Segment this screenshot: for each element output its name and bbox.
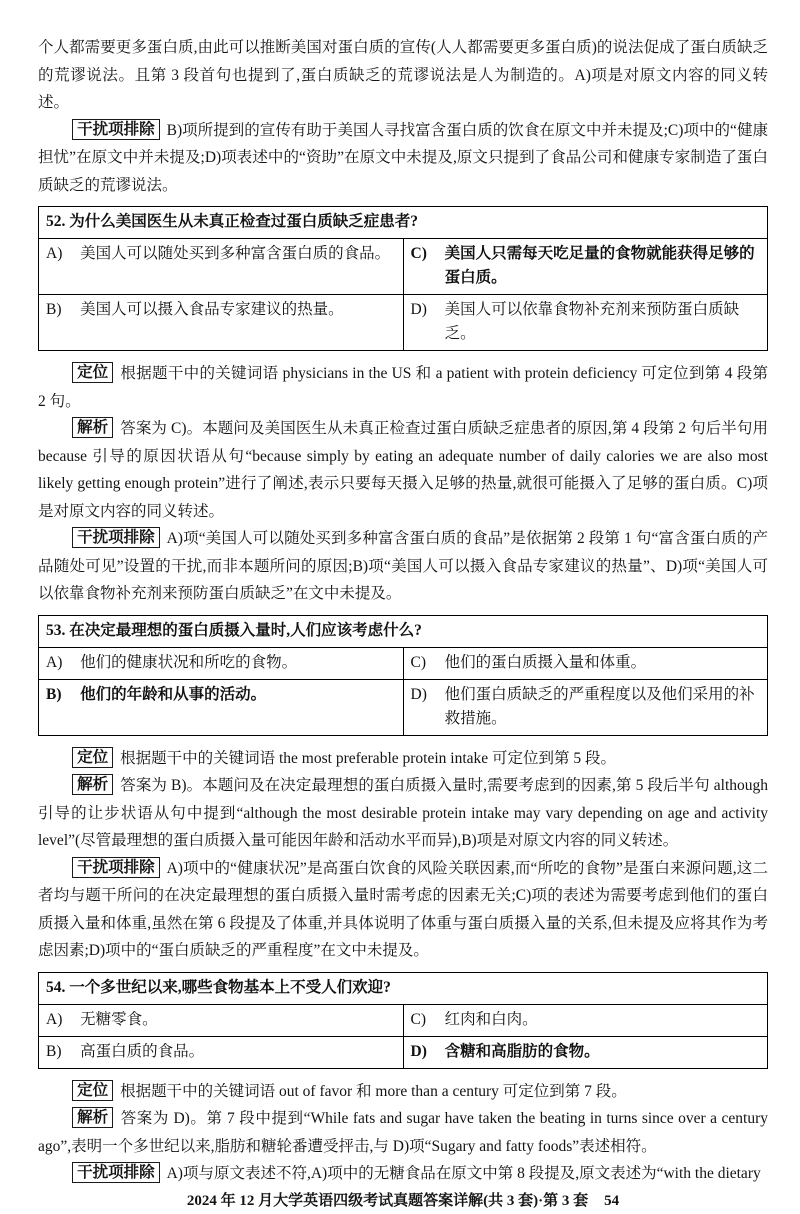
continued-analysis-paragraph [38, 34, 768, 117]
distractor-elimination-label: 干扰项排除 [72, 857, 160, 878]
q54-locate-text: 根据题干中的关键词语 out of favor 和 more than a century 可定位到第 7 段。 [120, 1082, 627, 1100]
question-54-option-a: A) 无糖零食。 [39, 1004, 404, 1036]
q54-distractor-paragraph [38, 1160, 768, 1188]
question-53-title: 53. 在决定最理想的蛋白质摄入量时,人们应该考虑什么? [39, 615, 768, 647]
q54-distractor-text: A)项与原文表述不符,A)项中的无糖食品在原文中第 8 段提及,原文表述为“with the dietary [166, 1165, 761, 1182]
question-54-option-d: D) 含糖和高脂肪的食物。 [403, 1036, 768, 1068]
page-number: 54 [604, 1192, 620, 1209]
q52-locate-text: 根据题干中的关键词语 physicians in the US 和 a patient with protein deficiency 可定位到第 4 段第 2 句。 [38, 365, 768, 410]
q51-distractor-text: B)项所提到的宣传有助于美国人寻找富含蛋白质的饮食在原文中并未提及;C)项中的“健康担忧”在原文中并未提及;D)项表述中的“资助”在原文中未提及,原文只提到了食品公司和健康专家制造了蛋白质缺乏的荒谬说法。 [38, 121, 768, 194]
question-53-table [38, 615, 768, 736]
question-53-option-b: B) 他们的年龄和从事的活动。 [39, 679, 404, 735]
question-52-option-d: D) 美国人可以依靠食物补充剂来预防蛋白质缺乏。 [403, 295, 768, 351]
question-52-table [38, 206, 768, 351]
q52-analysis-paragraph [38, 415, 768, 525]
q53-locate-text: 根据题干中的关键词语 the most preferable protein intake 可定位到第 5 段。 [120, 749, 617, 767]
q53-locate-paragraph [38, 745, 768, 773]
q52-distractor-paragraph [38, 525, 768, 608]
q52-distractor-text: A)项“美国人可以随处买到多种富含蛋白质的食品”是依据第 2 段第 1 句“富含蛋白质的产品随处可见”设置的干扰,而非本题所问的原因;B)项“美国人可以摄入食品专家建议的热量”、D)项“美国人可以依靠食物补充剂来预防蛋白质缺乏”在文中未提及。 [38, 530, 768, 602]
question-54-table [38, 972, 768, 1069]
question-53-option-c: C) 他们的蛋白质摄入量和体重。 [403, 647, 768, 679]
question-52-option-c: C) 美国人只需每天吃足量的食物就能获得足够的蛋白质。 [403, 239, 768, 295]
q54-analysis-paragraph [38, 1105, 768, 1160]
question-53-option-d: D) 他们蛋白质缺乏的严重程度以及他们采用的补救措施。 [403, 679, 768, 735]
distractor-elimination-label: 干扰项排除 [72, 1162, 160, 1183]
q53-distractor-paragraph [38, 855, 768, 965]
q51-distractor-paragraph [38, 117, 768, 200]
question-52-title: 52. 为什么美国医生从未真正检查过蛋白质缺乏症患者? [39, 207, 768, 239]
q53-analysis-text: 答案为 B)。本题问及在决定最理想的蛋白质摄入量时,需要考虑到的因素,第 5 段后半句 although 引导的让步状语从句中提到“although the most desirable protein intake may vary depending on age and activity level”(尽管最理想的蛋白质摄入量可能因年龄和活动水平而异),B)项是对原文内容的同义转述。 [38, 777, 768, 849]
question-52-option-a: A) 美国人可以随处买到多种富含蛋白质的食品。 [39, 239, 404, 295]
question-53-option-a: A) 他们的健康状况和所吃的食物。 [39, 647, 404, 679]
q52-locate-paragraph [38, 360, 768, 415]
analysis-label: 解析 [72, 1107, 113, 1128]
q52-analysis-text: 答案为 C)。本题问及美国医生从未真正检查过蛋白质缺乏症患者的原因,第 4 段第 2 句后半句用 because 引导的原因状语从句“because simply by eating an adequate number of daily calories we are also most likely getting enough protein”进行了阐述,表示只要每天摄入足够的热量,就很可能摄入了足够的蛋白质。C)项是对原文内容的同义转述。 [38, 420, 768, 520]
distractor-elimination-label: 干扰项排除 [72, 119, 160, 140]
locate-label: 定位 [72, 1080, 113, 1101]
question-54-option-c: C) 红肉和白肉。 [403, 1004, 768, 1036]
q53-analysis-paragraph [38, 772, 768, 855]
analysis-label: 解析 [72, 774, 113, 795]
question-54-option-b: B) 高蛋白质的食品。 [39, 1036, 404, 1068]
q53-distractor-text: A)项中的“健康状况”是高蛋白饮食的风险关联因素,而“所吃的食物”是蛋白来源问题,这二者均与题干所问的在决定最理想的蛋白质摄入量时需考虑的因素无关;C)项的表述为需要考虑到他们的蛋白质摄入量和体重,虽然在第 6 段提及了体重,并具体说明了体重与蛋白质摄入量的关系,但未提及应将其作为考虑因素;D)项中的“蛋白质缺乏的严重程度”在文中未提及。 [38, 859, 768, 959]
q54-locate-paragraph [38, 1078, 768, 1106]
question-52-option-b: B) 美国人可以摄入食品专家建议的热量。 [39, 295, 404, 351]
question-54-title: 54. 一个多世纪以来,哪些食物基本上不受人们欢迎? [39, 972, 768, 1004]
locate-label: 定位 [72, 747, 113, 768]
distractor-elimination-label: 干扰项排除 [72, 527, 160, 548]
locate-label: 定位 [72, 362, 113, 383]
footer-title: 2024 年 12 月大学英语四级考试真题答案详解(共 3 套)·第 3 套 [186, 1192, 589, 1209]
q54-analysis-text: 答案为 D)。第 7 段中提到“While fats and sugar have taken the beating in turns since over a century ago”,表明一个多世纪以来,脂肪和糖轮番遭受抨击,与 D)项“Sugary and fatty foods”表述相符。 [38, 1110, 768, 1155]
analysis-label: 解析 [72, 417, 113, 438]
continued-analysis-text: 个人都需要更多蛋白质,由此可以推断美国对蛋白质的宣传(人人都需要更多蛋白质)的说法促成了蛋白质缺乏的荒谬说法。且第 3 段首句也提到了,蛋白质缺乏的荒谬说法是人为制造的。A)项是对原文内容的同义转述。 [38, 39, 768, 111]
page-footer [38, 1188, 768, 1214]
